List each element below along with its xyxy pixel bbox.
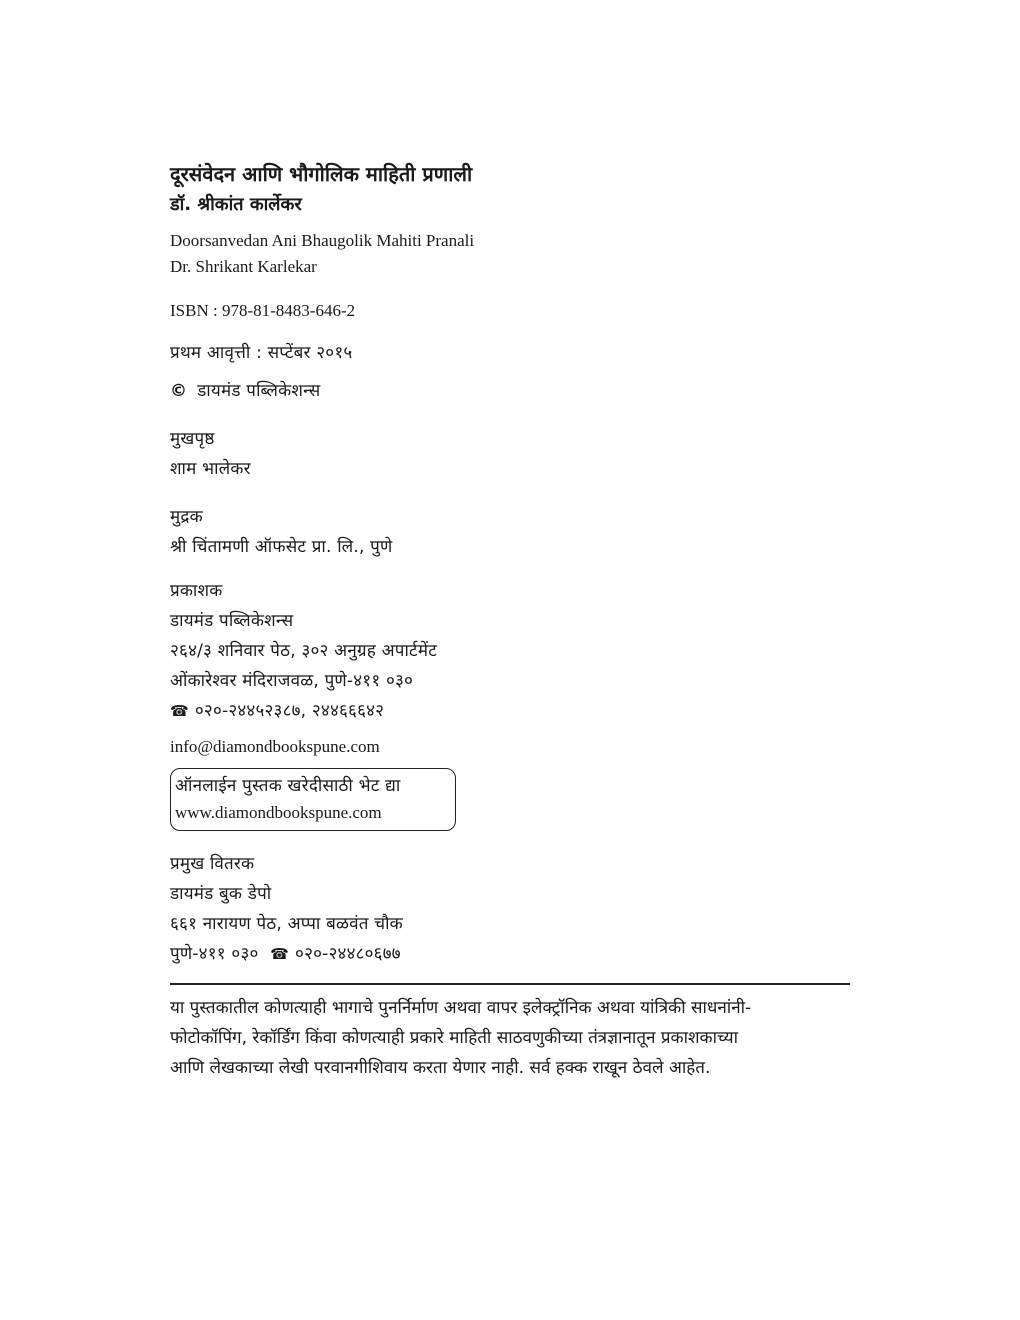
publisher-section — [170, 576, 850, 760]
disclaimer-line-3: आणि लेखकाच्या लेखी परवानगीशिवाय करता येणार नाही. सर्व हक्क राखून ठेवले आहेत. — [170, 1058, 711, 1078]
printer-label: मुद्रक — [170, 507, 203, 527]
distributor-city-pin: पुणे-४११ ०३० — [170, 944, 259, 964]
printer-section — [170, 502, 850, 562]
publisher-name: डायमंड पब्लिकेशन्स — [170, 611, 294, 631]
rights-disclaimer — [170, 993, 850, 1083]
copyright-icon: © — [170, 381, 188, 401]
online-purchase-url[interactable]: www.diamondbookspune.com — [175, 803, 382, 822]
phone-icon: ☎ — [170, 702, 189, 720]
publisher-address-line2: ओंकारेश्वर मंदिराजवळ, पुणे-४११ ०३० — [170, 671, 414, 691]
cover-section — [170, 424, 850, 484]
distributor-section — [170, 849, 850, 969]
publisher-phone: ०२०-२४४५२३८७, २४४६६६४२ — [194, 701, 385, 721]
publisher-phone-line — [170, 696, 850, 726]
cover-artist: शाम भालेकर — [170, 459, 251, 479]
disclaimer-line-1: या पुस्तकातील कोणत्याही भागाचे पुनर्निर्माण अथवा वापर इलेक्ट्रॉनिक अथवा यांत्रिकी साधनांनी- — [170, 998, 752, 1018]
cover-label: मुखपृष्ठ — [170, 429, 215, 449]
imprint-page — [170, 158, 850, 1083]
phone-icon: ☎ — [270, 945, 290, 963]
book-title-english: Doorsanvedan Ani Bhaugolik Mahiti Pranali — [170, 231, 475, 250]
copyright-line — [170, 376, 850, 406]
author-name-english: Dr. Shrikant Karlekar — [170, 257, 317, 276]
online-purchase-text: ऑनलाईन पुस्तक खरेदीसाठी भेट द्या — [175, 776, 401, 796]
isbn: ISBN : 978-81-8483-646-2 — [170, 301, 356, 320]
divider-line — [170, 983, 850, 985]
publisher-address-line1: २६४/३ शनिवार पेठ, ३०२ अनुग्रह अपार्टमेंट — [170, 641, 437, 661]
distributor-city-phone-line — [170, 939, 850, 969]
book-title-marathi: दूरसंवेदन आणि भौगोलिक माहिती प्रणाली — [170, 162, 473, 186]
distributor-name: डायमंड बुक डेपो — [170, 884, 272, 904]
author-name-marathi: डॉ. श्रीकांत कार्लेकर — [170, 194, 302, 215]
publisher-email[interactable]: info@diamondbookspune.com — [170, 737, 380, 756]
publisher-label: प्रकाशक — [170, 581, 223, 601]
copyright-holder: डायमंड पब्लिकेशन्स — [197, 381, 321, 401]
edition-info: प्रथम आवृत्ती : सप्टेंबर २०१५ — [170, 343, 353, 363]
printer-name: श्री चिंतामणी ऑफसेट प्रा. लि., पुणे — [170, 537, 393, 557]
distributor-label: प्रमुख वितरक — [170, 854, 255, 874]
distributor-address: ६६१ नारायण पेठ, अप्पा बळवंत चौक — [170, 914, 403, 934]
disclaimer-line-2: फोटोकॉपिंग, रेकॉर्डिंग किंवा कोणत्याही प्रकारे माहिती साठवणुकीच्या तंत्रज्ञानातून प्रकाशकाच्या — [170, 1028, 738, 1048]
distributor-phone: ०२०-२४४८०६७७ — [295, 944, 401, 964]
online-purchase-box — [170, 768, 456, 831]
